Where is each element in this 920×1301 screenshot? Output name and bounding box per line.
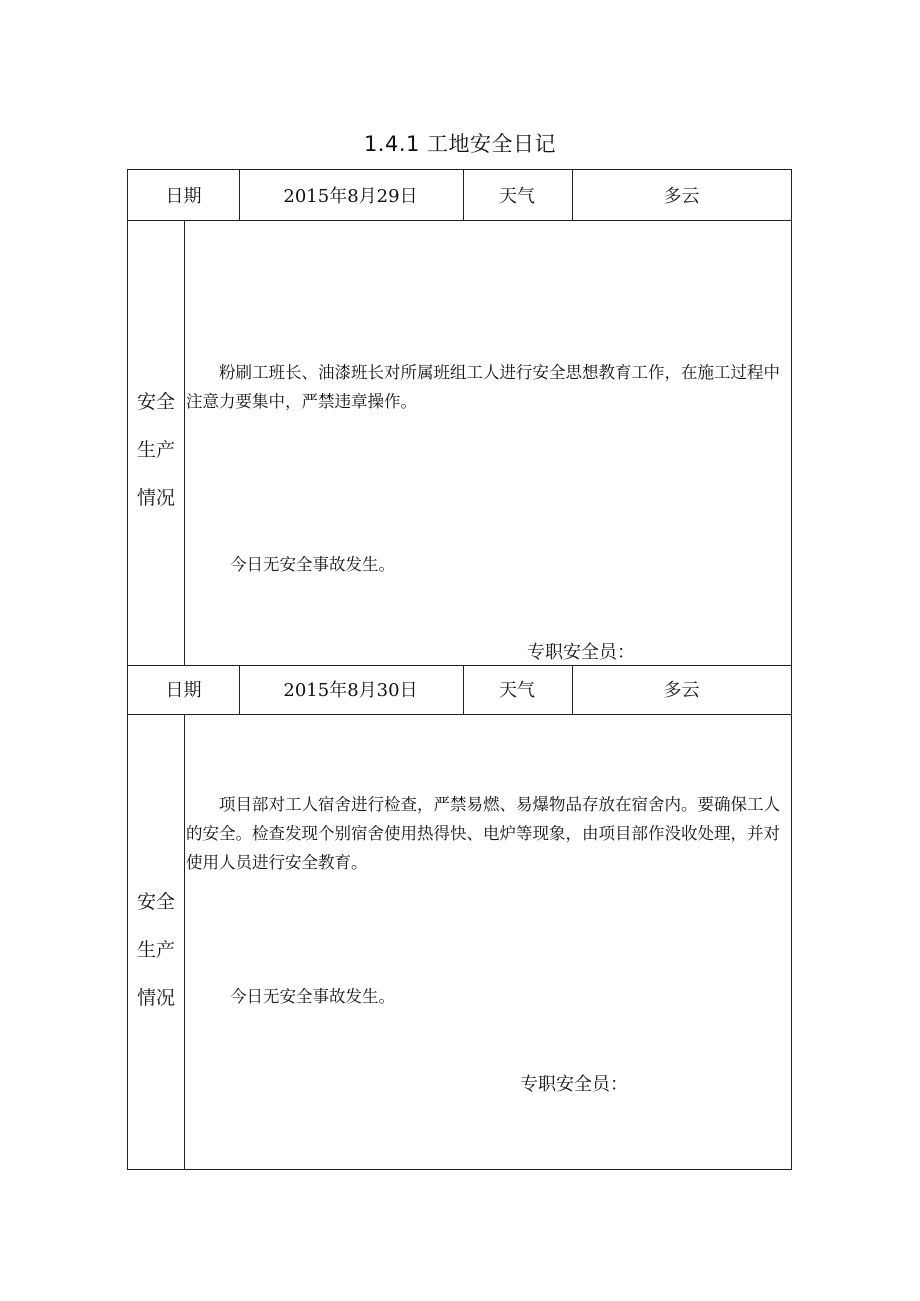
row-divider <box>128 220 791 221</box>
row-divider <box>128 714 791 715</box>
date-value: 2015年8月30日 <box>283 680 418 701</box>
section-label <box>128 378 184 522</box>
section-label-line: 情况 <box>136 487 175 509</box>
safety-paragraph: 项目部对工人宿舍进行检查，严禁易燃、易爆物品存放在宿舍内。要确保工人的安全。检查发现个别宿舍使用热得快、电炉等现象，由项目部作没收处理，并对使用人员进行安全教育。 <box>186 795 780 872</box>
date-label: 日期 <box>165 185 202 207</box>
safety-officer-signature-label: 专职安全员： <box>527 642 635 663</box>
weather-value: 多云 <box>663 680 700 701</box>
section-label-line: 安全 <box>136 891 175 913</box>
safety-officer-signature-label: 专职安全员： <box>520 1074 628 1095</box>
safety-paragraph: 粉刷工班长、油漆班长对所属班组工人进行安全思想教育工作，在施工过程中注意力要集中，严禁违章操作。 <box>186 363 780 411</box>
no-accident-note: 今日无安全事故发生。 <box>230 987 395 1006</box>
col-divider <box>184 220 185 665</box>
section-label-line: 安全 <box>136 391 175 413</box>
page-title: 1.4.1 工地安全日记 <box>363 132 557 156</box>
weather-label: 天气 <box>499 185 535 207</box>
weather-value: 多云 <box>663 185 700 207</box>
section-label-line: 生产 <box>136 439 175 461</box>
col-divider <box>184 714 185 1170</box>
weather-label: 天气 <box>499 680 535 701</box>
section-label <box>128 878 184 1022</box>
date-label: 日期 <box>165 680 202 701</box>
section-label-line: 生产 <box>136 939 175 961</box>
no-accident-note: 今日无安全事故发生。 <box>230 555 395 574</box>
date-value: 2015年8月29日 <box>283 185 418 207</box>
section-label-line: 情况 <box>136 987 175 1009</box>
